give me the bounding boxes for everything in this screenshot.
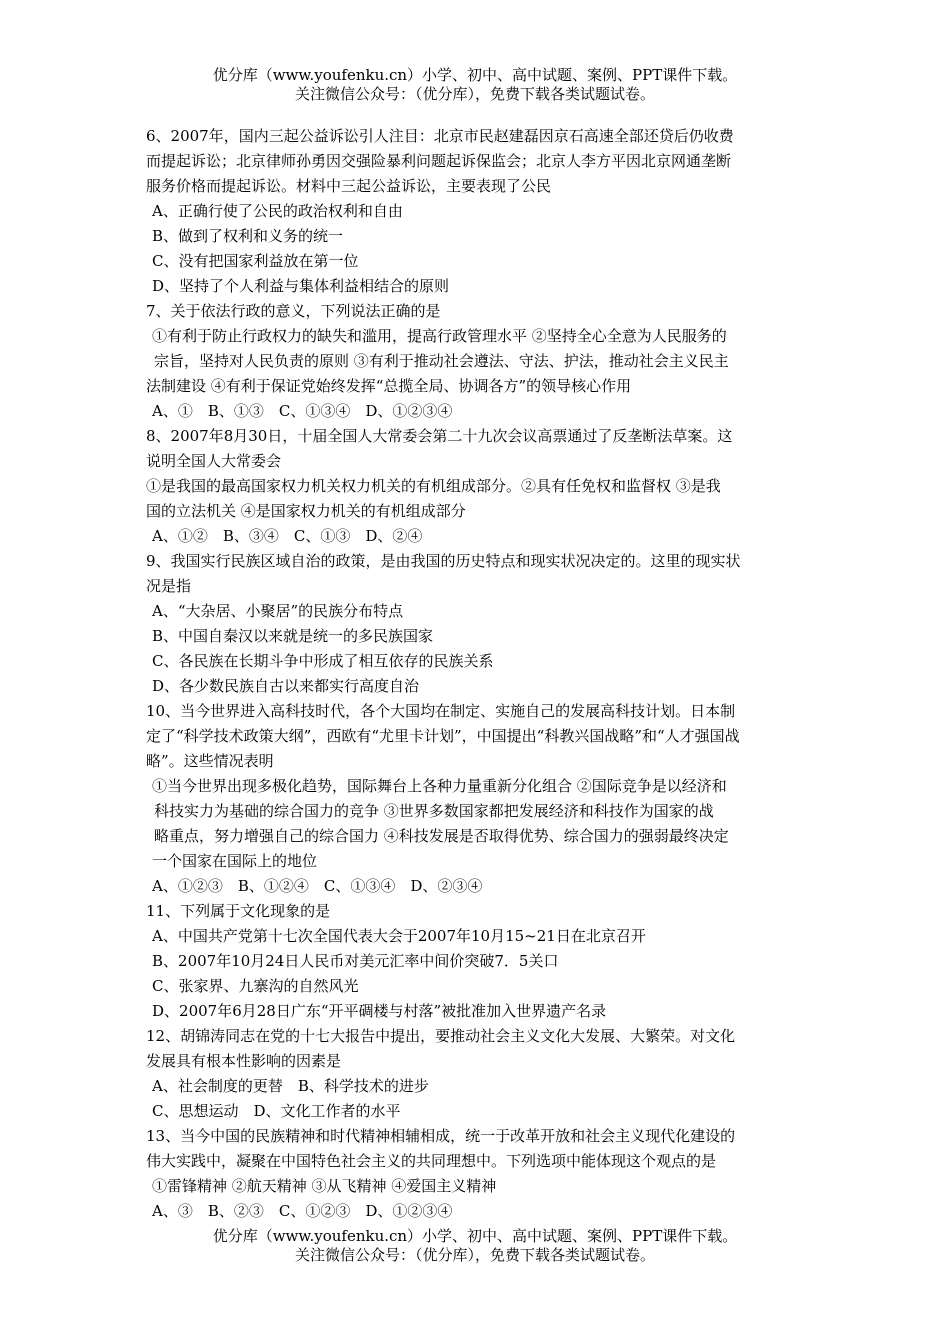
page-footer <box>0 1227 950 1265</box>
q10-statement-line: 略重点，努力增强自己的综合国力 ④科技发展是否取得优势、综合国力的强弱最终决定 <box>154 827 729 845</box>
q11-option-c: C、张家界、九寨沟的自然风光 <box>152 977 359 995</box>
q8-stem-line: 8、2007年8月30日，十届全国人大常委会第二十九次会议高票通过了反垄断法草案。这 <box>146 427 733 445</box>
q8-options: A、①② B、③④ C、①③ D、②④ <box>152 527 423 545</box>
footer-line-1: 优分库（www.youfenku.cn）小学、初中、高中试题、案例、PPT课件下载。 <box>212 1227 738 1245</box>
q9-stem-line: 况是指 <box>146 577 192 595</box>
q6-option-c: C、没有把国家利益放在第一位 <box>152 252 359 270</box>
q10-options: A、①②③ B、①②④ C、①③④ D、②③④ <box>152 877 483 895</box>
footer-line-2: 关注微信公众号：（优分库），免费下载各类试题试卷。 <box>294 1246 655 1264</box>
q11-option-d: D、2007年6月28日广东“开平碉楼与村落”被批准加入世界遗产名录 <box>152 1002 607 1020</box>
q12-options-ab: A、社会制度的更替 B、科学技术的进步 <box>152 1077 429 1095</box>
q12-stem-line: 发展具有根本性影响的因素是 <box>146 1052 342 1070</box>
q10-statement-line: ①当今世界出现多极化趋势，国际舞台上各种力量重新分化组合 ②国际竞争是以经济和 <box>152 777 727 795</box>
q6-stem-line: 服务价格而提起诉讼。材料中三起公益诉讼，主要表现了公民 <box>146 177 552 195</box>
q12-options-cd: C、思想运动 D、文化工作者的水平 <box>152 1102 401 1120</box>
q7-options: A、① B、①③ C、①③④ D、①②③④ <box>152 402 453 420</box>
q12-stem-line: 12、胡锦涛同志在党的十七大报告中提出，要推动社会主义文化大发展、大繁荣。对文化 <box>146 1027 736 1045</box>
q8-statement-line: ①是我国的最高国家权力机关权力机关的有机组成部分。②具有任免权和监督权 ③是我 <box>146 477 721 495</box>
q6-option-b: B、做到了权利和义务的统一 <box>152 227 344 245</box>
header-line-2: 关注微信公众号：（优分库），免费下载各类试题试卷。 <box>294 85 655 103</box>
q11-option-b: B、2007年10月24日人民币对美元汇率中间价突破7．5关口 <box>152 952 559 970</box>
q6-option-d: D、坚持了个人利益与集体利益相结合的原则 <box>152 277 450 295</box>
q11-stem-line: 11、下列属于文化现象的是 <box>146 902 331 920</box>
q7-statement-line: ①有利于防止行政权力的缺失和滥用，提高行政管理水平 ②坚持全心全意为人民服务的 <box>152 327 727 345</box>
header-line-1: 优分库（www.youfenku.cn）小学、初中、高中试题、案例、PPT课件下载。 <box>212 66 738 84</box>
q9-option-b: B、中国自秦汉以来就是统一的多民族国家 <box>152 627 434 645</box>
q9-stem-line: 9、我国实行民族区域自治的政策，是由我国的历史特点和现实状况决定的。这里的现实状 <box>146 552 741 570</box>
q7-statement-line: 宗旨，坚持对人民负责的原则 ③有利于推动社会遵法、守法、护法，推动社会主义民主 <box>154 352 729 370</box>
q13-stem-line: 13、当今中国的民族精神和时代精神相辅相成，统一于改革开放和社会主义现代化建设的 <box>146 1127 736 1145</box>
q11-option-a: A、中国共产党第十七次全国代表大会于2007年10月15~21日在北京召开 <box>152 927 646 945</box>
q6-stem-line: 6、2007年，国内三起公益诉讼引人注目：北京市民赵建磊因京石高速全部还贷后仍收费 <box>146 127 734 145</box>
q10-stem-line: 定了“科学技术政策大纲”，西欧有“尤里卡计划”，中国提出“科教兴国战略”和“人才强国战 <box>146 727 740 745</box>
question-content <box>146 124 810 1224</box>
page-header <box>0 66 950 104</box>
q9-option-a: A、“大杂居、小聚居”的民族分布特点 <box>152 602 404 620</box>
q7-stem-line: 7、关于依法行政的意义，下列说法正确的是 <box>146 302 441 320</box>
q13-statement-line: ①雷锋精神 ②航天精神 ③从飞精神 ④爱国主义精神 <box>152 1177 497 1195</box>
q7-statement-line: 法制建设 ④有利于保证党始终发挥“总揽全局、协调各方”的领导核心作用 <box>146 377 632 395</box>
q6-stem-line: 而提起诉讼；北京律师孙勇因交强险暴利问题起诉保监会；北京人李方平因北京网通垄断 <box>146 152 732 170</box>
q6-option-a: A、正确行使了公民的政治权利和自由 <box>152 202 403 220</box>
q10-stem-line: 10、当今世界进入高科技时代，各个大国均在制定、实施自己的发展高科技计划。日本制 <box>146 702 736 720</box>
q10-statement-line: 一个国家在国际上的地位 <box>152 852 318 870</box>
q8-statement-line: 国的立法机关 ④是国家权力机关的有机组成部分 <box>146 502 466 520</box>
q9-option-c: C、各民族在长期斗争中形成了相互依存的民族关系 <box>152 652 494 670</box>
q10-stem-line: 略”。这些情况表明 <box>146 752 274 770</box>
q10-statement-line: 科技实力为基础的综合国力的竞争 ③世界多数国家都把发展经济和科技作为国家的战 <box>154 802 714 820</box>
q8-stem-line: 说明全国人大常委会 <box>146 452 282 470</box>
q13-stem-line: 伟大实践中，凝聚在中国特色社会主义的共同理想中。下列选项中能体现这个观点的是 <box>146 1152 717 1170</box>
q13-options: A、③ B、②③ C、①②③ D、①②③④ <box>152 1202 453 1220</box>
q9-option-d: D、各少数民族自古以来都实行高度自治 <box>152 677 420 695</box>
